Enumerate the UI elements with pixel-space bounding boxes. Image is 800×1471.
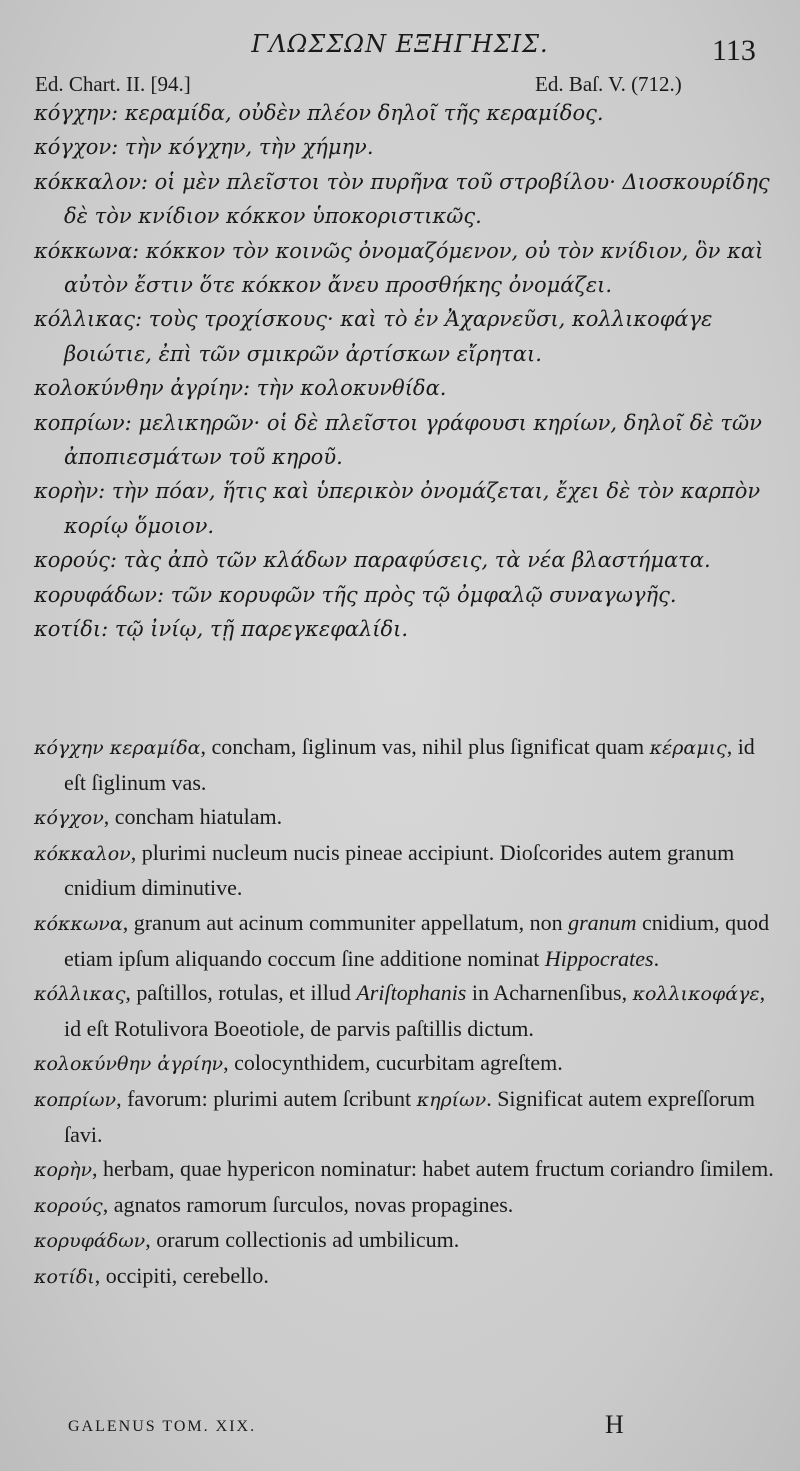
signature-mark: H [605,1410,624,1439]
entry-lemma-secondary: κολλικοφάγε [632,983,760,1006]
entry-italic-author: Ariſtophanis [356,980,467,1006]
latin-entry [34,800,774,836]
entry-text: , concham, ſiglinum vas, nihil plus ſignificat quam [200,734,650,759]
entry-italic-word: granum [568,909,637,935]
greek-entry: κορὴν: τὴν πόαν, ἥτις καὶ ὑπερικὸν ὀνομάζεται, ἔχει δὲ τὸν καρπὸν κορίῳ ὅμοιον. [34,479,761,538]
entry-text: , concham hiatulam. [103,804,283,830]
latin-entry [34,1188,774,1224]
latin-entry [34,1046,774,1082]
entry-text: , colocynthidem, cucurbitam agreſtem. [223,1050,563,1076]
entry-text: , agnatos ramorum ſurculos, novas propagines. [102,1191,514,1217]
entry-text: cnidium, quod etiam ipſum aliquando coccum ſine additione nominat [64,909,770,971]
latin-entry [34,836,774,906]
entry-lemma: κορὴν [34,1159,93,1182]
greek-entry: κόλλικας: τοὺς τροχίσκους· καὶ τὸ ἐν Ἀχαρνεῦσι, κολλικοφάγε βοιώτιε, ἐπὶ τῶν σμικρῶν ἀρτίσκων εἴρηται. [34,307,713,366]
entry-lemma-secondary: κηρίων [416,1088,487,1111]
entry-text: , herbam, quae hypericon nominatur: habet autem fructum coriandro ſimilem. [92,1156,774,1182]
greek-entry: κοτίδι: τῷ ἰνίῳ, τῇ παρεγκεφαλίδι. [34,617,409,642]
entry-lemma: κοπρίων [34,1088,117,1111]
entry-lemma: κορούς [34,1194,103,1217]
entry-text: in Acharnenſibus, [466,980,633,1006]
entry-lemma: κοτίδι [34,1265,95,1288]
entry-lemma: κόλλικας [34,983,126,1006]
greek-entry: κόκκαλον: οἱ μὲν πλεῖστοι τὸν πυρῆνα τοῦ στροβίλου· Διοσκουρίδης δὲ τὸν κνίδιον κόκκον ὑποκοριστικῶς. [34,169,770,229]
page-number: 113 [712,34,756,67]
latin-entry [34,976,774,1046]
latin-entry [34,1082,774,1152]
greek-entry: κορούς: τὰς ἀπὸ τῶν κλάδων παραφύσεις, τὰ νέα βλαστήματα. [34,548,711,573]
latin-entry [34,1223,774,1259]
edition-reference-right: Ed. Baſ. V. (712.) [535,72,682,96]
entry-lemma: κολοκύνθην ἀγρίην [34,1053,224,1076]
latin-entry [34,906,774,976]
latin-translation-section [34,730,774,1295]
running-title: ΓΛΩΣΣΩΝ ΕΞΗΓΗΣΙΣ. [251,30,549,58]
entry-text: , granum aut acinum communiter appellatum, non [122,909,569,935]
entry-text: . [653,945,660,971]
greek-entry: κορυφάδων: τῶν κορυφῶν τῆς πρὸς τῷ ὀμφαλῷ συναγωγῆς. [34,582,677,607]
entry-text: , orarum collectionis ad umbilicum. [145,1227,460,1253]
entry-text: , paſtillos, rotulas, et illud [125,980,357,1006]
entry-lemma-secondary: κέραμις [649,737,727,759]
entry-text: , id eſt Rotulivora Boeotiole, de parvis paſtillis dictum. [64,980,766,1041]
greek-entry: κοπρίων: μελικηρῶν· οἱ δὲ πλεῖστοι γράφουσι κηρίων, δηλοῖ δὲ τῶν ἀποπιεσμάτων τοῦ κηροῦ. [34,410,762,470]
greek-entry: κόγχον: τὴν κόγχην, τὴν χήμην. [34,135,374,160]
greek-entry: κόγχην: κεραμίδα, οὐδὲν πλέον δηλοῖ τῆς κεραμίδος. [34,101,604,125]
entry-lemma: κόκκωνα [34,912,123,935]
greek-entry: κολοκύνθην ἀγρίην: τὴν κολοκυνθίδα. [34,376,447,401]
latin-entry [34,1152,774,1188]
greek-glossary-section [34,96,774,647]
entry-lemma: κορυφάδων [34,1230,146,1253]
latin-entry [34,1259,774,1295]
entry-text: . Significat autem expreſſorum ſavi. [64,1085,755,1147]
edition-reference-left: Ed. Chart. II. [94.] [35,72,191,96]
latin-entry [34,730,774,800]
entry-lemma: κόγχον [34,807,104,830]
entry-lemma: κόγχην κεραμίδα [34,737,201,759]
entry-text: , occipiti, cerebello. [94,1262,269,1288]
entry-lemma: κόκκαλον [34,842,131,865]
entry-text: , id eſt ſiglinum vas. [64,734,755,795]
entry-text: , plurimi nucleum nucis pineae accipiunt. Dioſcorides autem granum cnidium diminutive. [64,839,735,901]
greek-entry: κόκκωνα: κόκκον τὸν κοινῶς ὀνομαζόμενον, οὐ τὸν κνίδιον, ὃν καὶ αὐτὸν ἔστιν ὅτε κόκκον ἄνευ προσθήκης ὀνομάζει. [34,238,764,298]
entry-text: , favorum: plurimi autem ſcribunt [116,1085,417,1111]
printer-signature: GALENUS TOM. XIX. [68,1418,257,1435]
entry-italic-author: Hippocrates [544,945,654,971]
